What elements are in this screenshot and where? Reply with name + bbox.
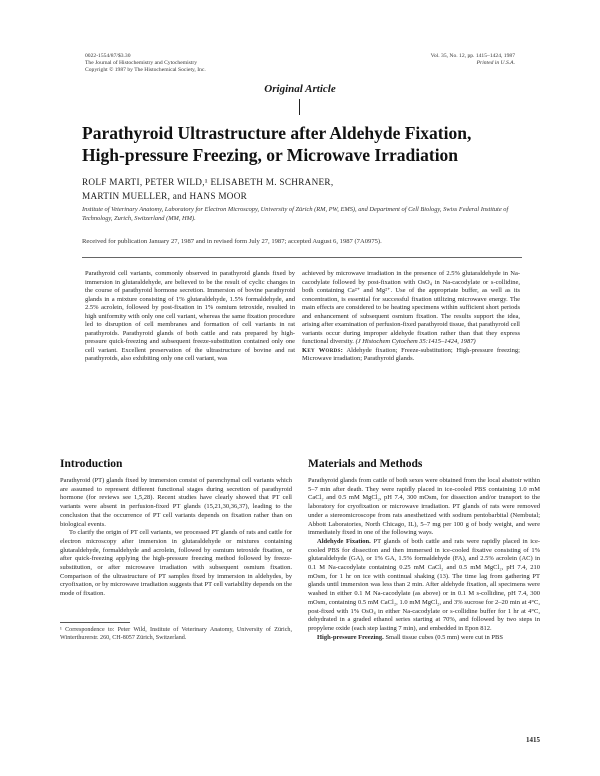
intro-paragraph-1: Parathyroid (PT) glands fixed by immersion consist of parenchymal cell variants which are assumed to represent different functional stages during secretion of parathyroid hormone (for reviews see 1,5,28). Recent studies have clearly showed that PT cell variants were absent in perfusion-fixed PT glands (15,21,30,36,37), leading to the conclusion that the occurrence of PT cell variants depends on fixation rather than on biological events. bbox=[60, 477, 292, 528]
authors-line-1: ROLF MARTI, PETER WILD,¹ ELISABETH M. SCHRANER, bbox=[82, 177, 334, 187]
page-title bbox=[82, 122, 522, 166]
author-list bbox=[82, 175, 522, 203]
aldehyde-fixation-text: PT glands of both cattle and rats were rapidly placed in ice-cooled PBS for dissection and then immersed in ice-cooled fixative consisting of 1% glutaraldehyde (GA), or 1% GA, 1.5% formaldehyde (FA), and 2.5% acrolein (AC) in 0.1 M Na-cacodylate containing 0.25 mM CaCl₂ and 0.5 mM MgCl₂, pH 7.4, 210 mOsm, for 1 hr on ice with continual shaking (13). The time lag from gathering PT glands until immersion was less than 2 min. After aldehyde fixation, all specimens were washed in either 0.1 M Na-cacodylate (as above) or in 0.1 M s-collidine, pH 7.4, 300 mOsm, containing 0.5 mM CaCl₂, 1.0 mM MgCl₂, and 3% sucrose for 2–20 min at 4°C, post-fixed with 1% OsO₄ in either Na-cacodylate or s-collidine buffer for 1 hr at 4°C, dehydrated in a graded ethanol series starting at 70%, and followed by two steps in propylene oxide (each step lasting 7 min), and embedded in Epon 812. bbox=[308, 537, 540, 632]
intro-paragraph-2: To clarify the origin of PT cell variants, we processed PT glands of rats and cattle for electron microscopy after immersion in glutaraldehyde or mixtures containing glutaraldehyde, formaldehyde and acrolein, followed by osmium tetroxide fixation, or after quick-freezing applying the high-pressure freezing method followed by freeze-substitution, or after microwave irradiation with subsequent osmium fixation. Comparison of the ultrastructure of PT samples fixed by immersion in aldehydes, by cryofixation, or by microwave irradiation suggests that PT cell variability depends on the mode of fixation. bbox=[60, 529, 292, 598]
affiliation: Institute of Veterinary Anatomy, Laboratory for Electron Microscopy, University of Zürich (RM, PW, EMS), and Department of Cell Biology, Swiss Federal Institute of Technology, Zurich, Switzerland (MM, HM). bbox=[82, 206, 509, 222]
footnote-rule bbox=[60, 622, 130, 623]
high-pressure-freezing-label: High-pressure Freezing. bbox=[317, 633, 384, 641]
keywords-text: Aldehyde fixation; Freeze-substitution; High-pressure freezing; Microwave irradiation; Parathyroid glands. bbox=[302, 346, 520, 363]
header-copyright: Copyright © 1987 by The Histochemical Society, Inc. bbox=[85, 67, 206, 73]
aldehyde-fixation-label: Aldehyde Fixation. bbox=[317, 537, 371, 545]
abstract-citation: (J Histochem Cytochem 35:1415–1424, 1987) bbox=[355, 338, 476, 346]
journal-header-right bbox=[305, 53, 515, 67]
methods-paragraph-3 bbox=[308, 634, 540, 643]
page-number: 1415 bbox=[526, 736, 540, 744]
methods-paragraph-2 bbox=[308, 538, 540, 634]
methods-body bbox=[308, 477, 540, 642]
article-type: Original Article bbox=[264, 83, 336, 95]
methods-heading: Materials and Methods bbox=[308, 458, 423, 470]
keywords-label: Key Words: bbox=[302, 346, 344, 354]
abstract-left-column: Parathyroid cell variants, commonly observed in parathyroid glands fixed by immersion in glutaraldehyde, are believed to be the result of cyclic changes in the course of parathyroid hormone secretion. Immersion of bovine parathyroid glands in a mixture consisting of 1% glutaraldehyde, 1.5% formaldehyde, and 2.5% acrolein, followed by post-fixation in 1% osmium tetroxide, resulted in high uniformity with only one cell variant, whereas the same fixation procedure led to disruption of cell membranes and formation of cell variants in rat parathyroids. Parathyroid glands of both cattle and rats prepared by high-pressure quick-freezing and subsequent freeze-substitution contained only one cell variant. Excellent preservation of the ultrastructure of bovine and rat parathyroids, also exhibiting only one cell variant, was bbox=[85, 270, 295, 363]
header-rule bbox=[82, 257, 522, 258]
header-journal-name: The Journal of Histochemistry and Cytochemistry bbox=[85, 60, 198, 66]
methods-paragraph-1: Parathyroid glands from cattle of both sexes were obtained from the local abattoir within 5–7 min after death. They were rapidly placed in ice-cooled PBS containing 1.0 mM CaCl₂ and 0.5 mM MgCl₂, pH 7.4, 300 mOsm, for dissection and/or transport to the laboratory for cryofixation or microwave irradiation. PT glands of rats were removed under a stereomicroscope from rats anesthetized with sodium pentobarbital (Nembutal; Abbott Laboratories, North Chicago, IL), 5–7 mg per 100 g of body weight, and were immediately fixed in one of the following ways. bbox=[308, 477, 540, 537]
received-dates: Received for publication January 27, 1987 and in revised form July 27, 1987; accepted August 6, 1987 (7A0975). bbox=[82, 238, 382, 245]
divider-bar bbox=[299, 99, 300, 115]
journal-header-left bbox=[85, 53, 305, 74]
authors-line-2: MARTIN MUELLER, and HANS MOOR bbox=[82, 191, 248, 201]
high-pressure-freezing-text: Small tissue cubes (0.5 mm) were cut in PBS bbox=[385, 633, 503, 641]
header-issn: 0022-1554/87/$3.30 bbox=[85, 53, 131, 59]
header-printed: Printed in U.S.A. bbox=[476, 60, 515, 66]
abstract-right-text: achieved by microwave irradiation in the presence of 2.5% glutaraldehyde in Na-cacodylate followed by post-fixation with OsO₄ in Na-cacodylate or s-collidine, both containing Ca²⁺ and Mg²⁺. Use of the appropriate buffer, as well as its concentration, is essential for successful fixation utilizing microwave energy. The main effects are considered to be heating specimens within sufficient short periods and enhancement of subsequent osmium fixation. The results support the idea, arising after examination of perfusion-fixed parathyroid tissue, that parathyroid cell variants occur during improper aldehyde fixation rather than that they express functional diversity. bbox=[302, 270, 520, 346]
header-volume: Vol. 35, No. 12, pp. 1415–1424, 1987 bbox=[430, 53, 515, 59]
footnote: ¹ Correspondence to: Peter Wild, Institute of Veterinary Anatomy, University of Zürich, Winterthurerstr. 260, CH-8057 Zürich, Switzerland. bbox=[60, 627, 292, 641]
intro-heading: Introduction bbox=[60, 458, 123, 470]
title-line-1: Parathyroid Ultrastructure after Aldehyde Fixation, bbox=[82, 123, 472, 143]
intro-body bbox=[60, 477, 292, 599]
keywords bbox=[302, 347, 520, 364]
title-line-2: High-pressure Freezing, or Microwave Irradiation bbox=[82, 145, 459, 165]
abstract-right-column bbox=[302, 270, 520, 364]
